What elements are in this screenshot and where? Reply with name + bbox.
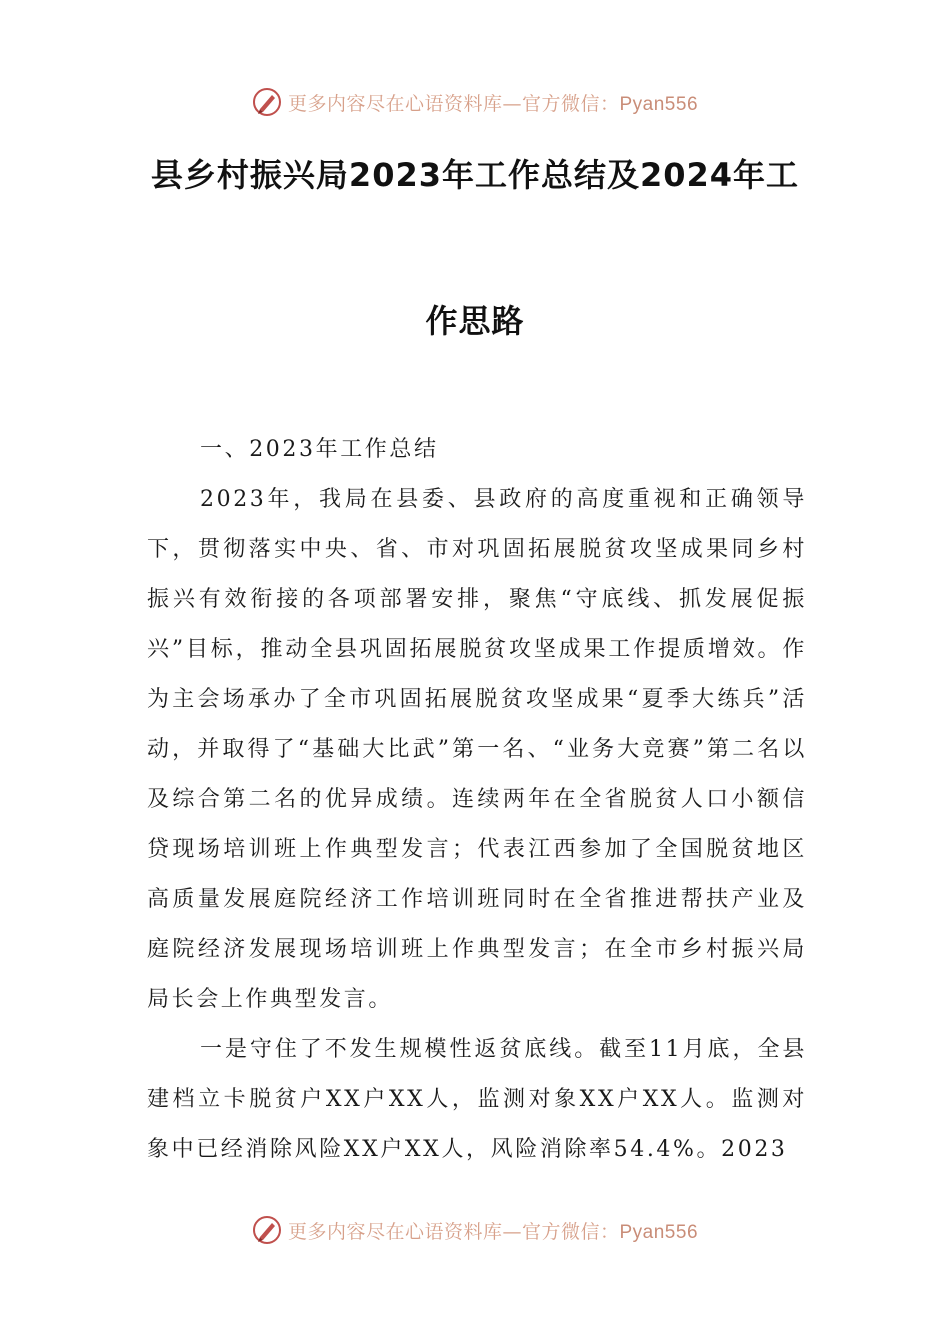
document-body	[147, 425, 807, 1175]
pen-logo-icon	[252, 87, 282, 117]
document-title-line-2: 作思路	[425, 302, 525, 340]
body-paragraph: 一是守住了不发生规模性返贫底线。截至11月底，全县建档立卡脱贫户XX户XX人，监测对象XX户XX人。监测对象中已经消除风险XX户XX人，风险消除率54.4%。2023	[147, 1037, 807, 1162]
wechat-id: Pyan556	[619, 1221, 699, 1243]
document-title-line-1: 县乡村振兴局2023年工作总结及2024年工	[150, 156, 800, 194]
watermark-footer	[0, 1210, 950, 1250]
watermark-header	[0, 82, 950, 122]
pen-logo-icon	[252, 1215, 282, 1245]
body-paragraph: 2023年，我局在县委、县政府的高度重视和正确领导下，贯彻落实中央、省、市对巩固拓展脱贫攻坚成果同乡村振兴有效衔接的各项部署安排，聚焦“守底线、抓发展促振兴”目标，推动全县巩固拓展脱贫攻坚成果工作提质增效。作为主会场承办了全市巩固拓展脱贫攻坚成果“夏季大练兵”活动，并取得了“基础大比武”第一名、“业务大竞赛”第二名以及综合第二名的优异成绩。连续两年在全省脱贫人口小额信贷现场培训班上作典型发言；代表江西参加了全国脱贫地区高质量发展庭院经济工作培训班同时在全省推进帮扶产业及庭院经济发展现场培训班上作典型发言；在全市乡村振兴局局长会上作典型发言。	[147, 487, 807, 1012]
wechat-id: Pyan556	[619, 93, 699, 115]
watermark-text: 更多内容尽在心语资料库—官方微信：Pyan556	[287, 92, 699, 115]
watermark-text: 更多内容尽在心语资料库—官方微信：Pyan556	[287, 1220, 699, 1243]
section-heading: 一、2023年工作总结	[200, 437, 439, 462]
